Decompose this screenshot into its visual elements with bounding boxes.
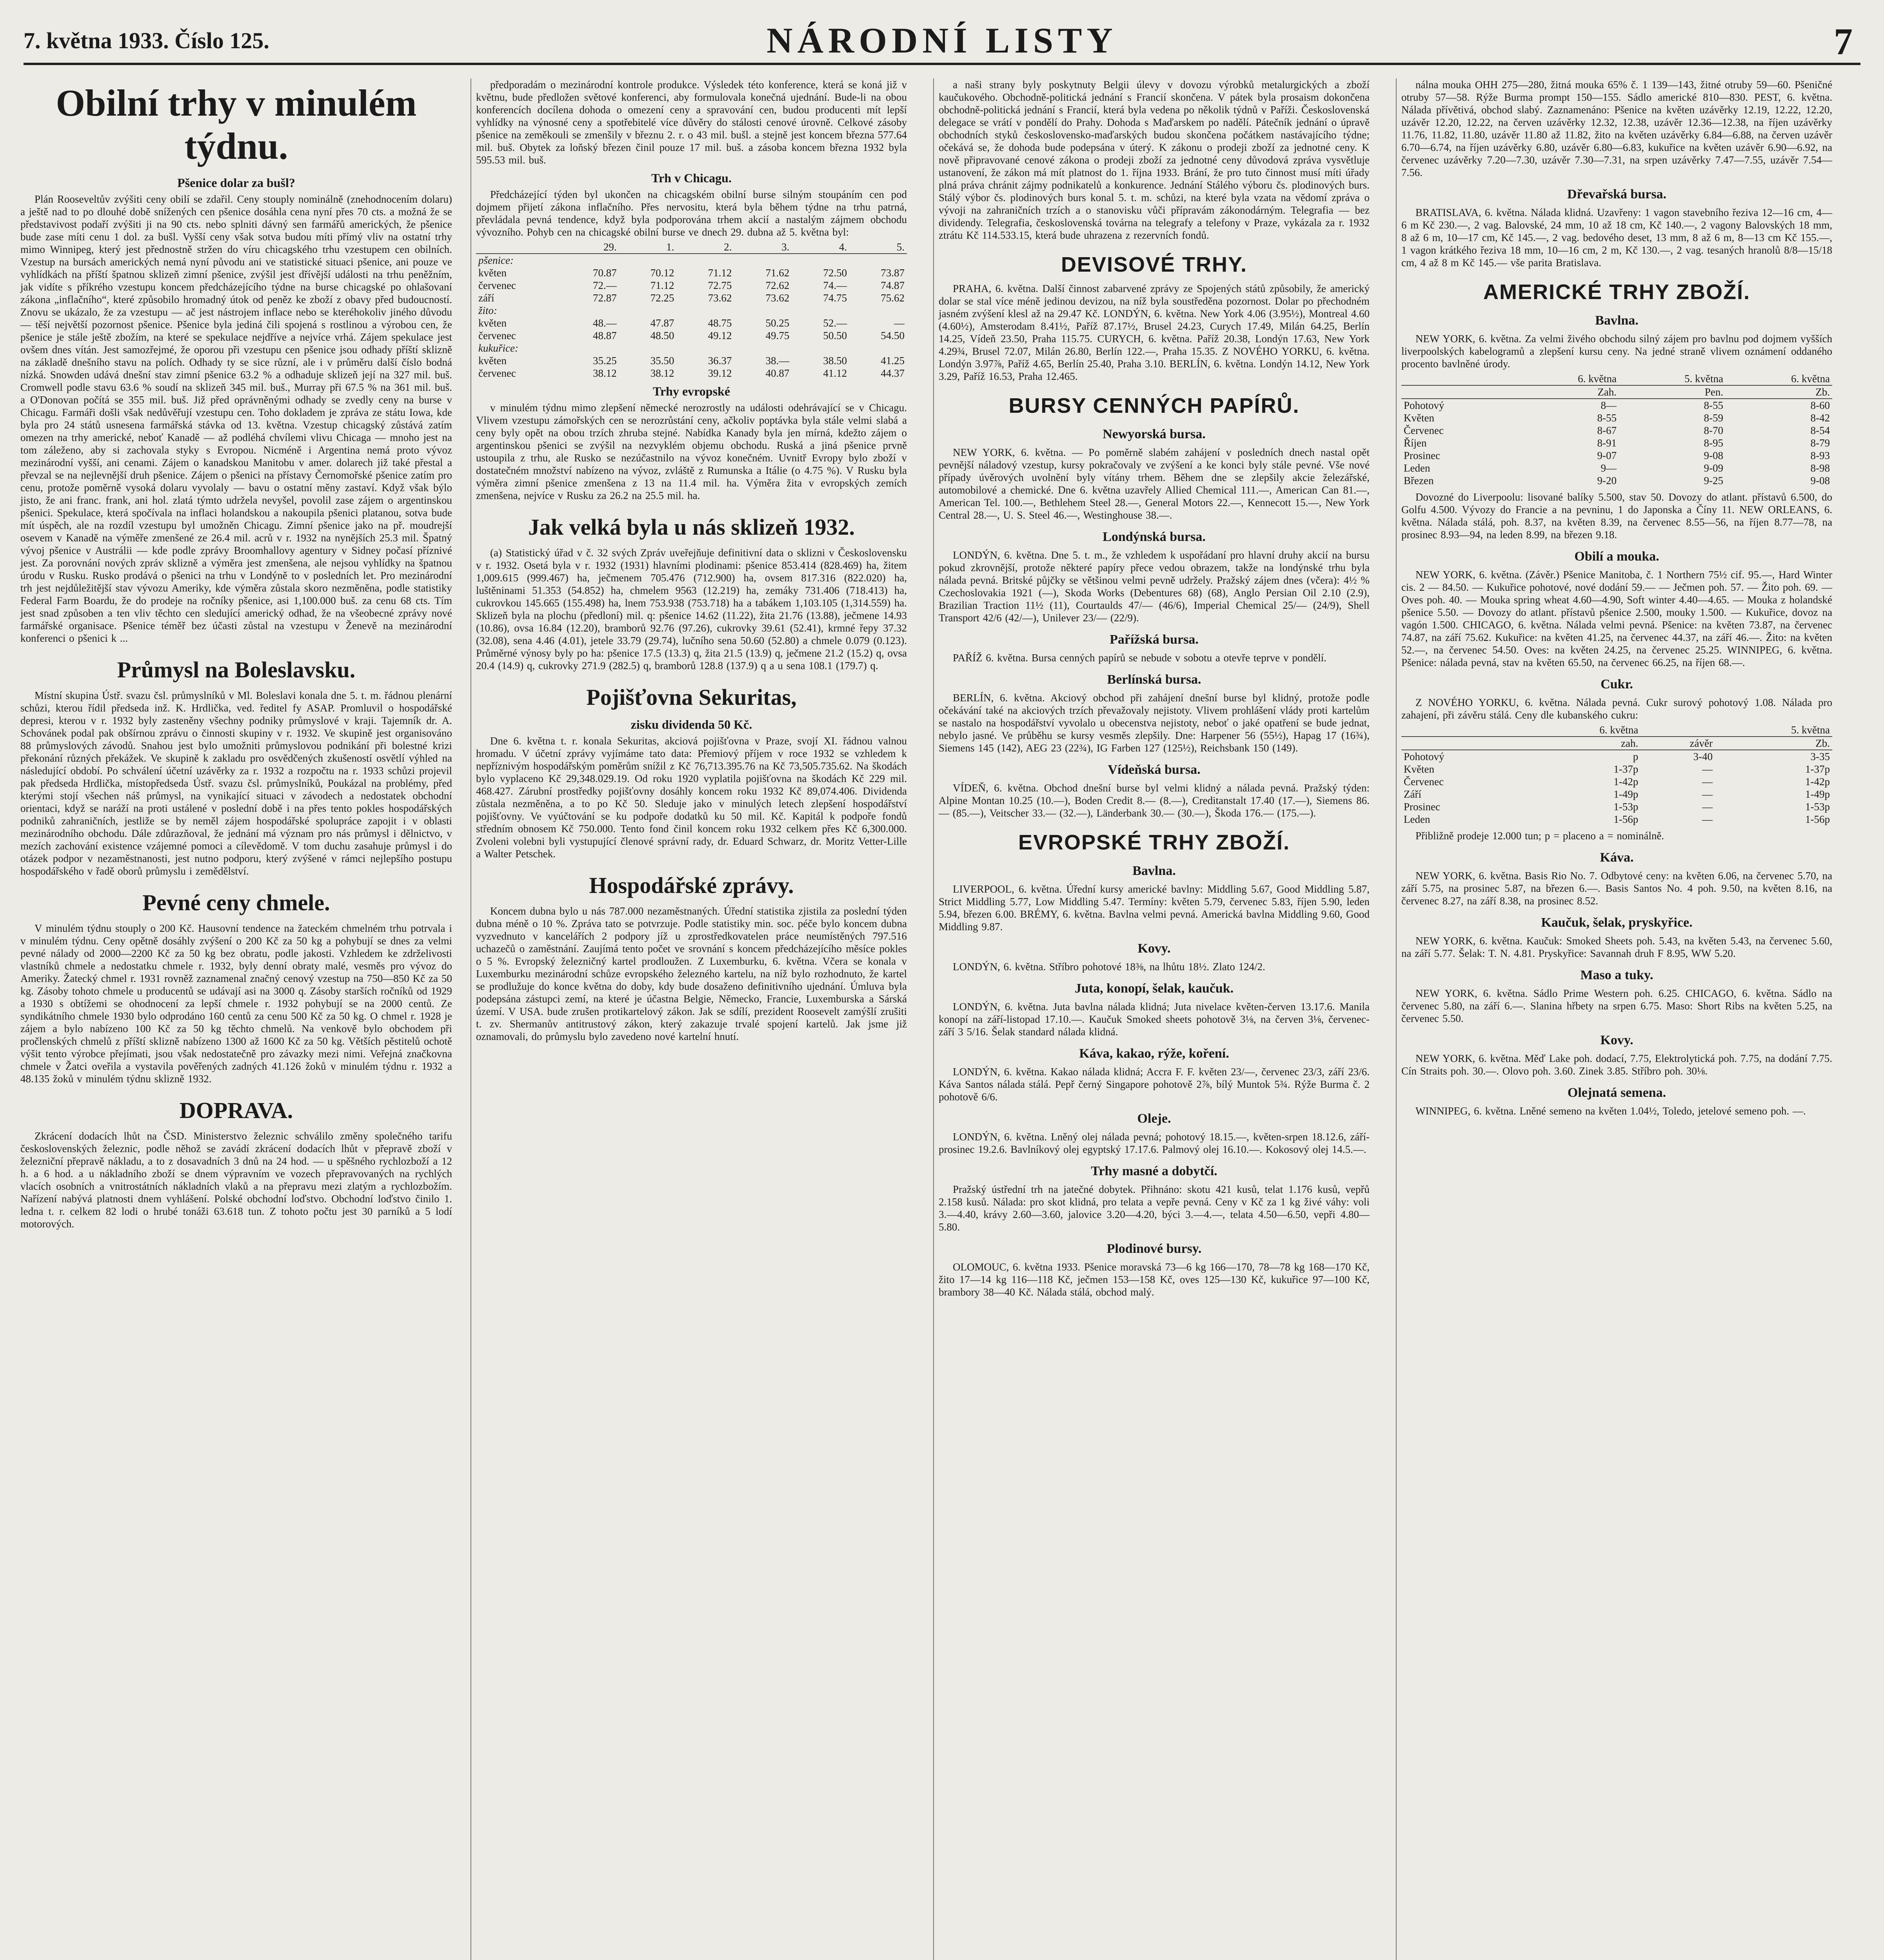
table-cell: 2. xyxy=(677,241,734,254)
table-cell: — xyxy=(894,317,905,329)
article-metals-america: NEW YORK, 6. května. Měď Lake poh. dodací, 7.75, Elektrolytická poh. 7.75, na dodání 7.75. Cín Straits poh. 30.—. Olovo poh. 3.60. Zinek 3.85. Stříbro poh. 30⅛. xyxy=(1401,1053,1832,1077)
subhead-chicago-market: Trh v Chicagu. xyxy=(651,171,732,185)
table-cell: — xyxy=(1702,776,1713,788)
table-cell: 72.50 xyxy=(823,267,847,279)
table-cell: 38.12 xyxy=(592,367,617,379)
table-cell: květen xyxy=(478,355,507,367)
article-hop-prices: V minulém týdnu stouply o 200 Kč. Hausovní tendence na žateckém chmelném trhu potrvala i v minulém týdnu. Ceny opětně dosáhly zvýšení o 200 Kč za 50 kg a pohybují se dnes za velmi pevné nálady od 2000—2200 Kč za 50 kg bez obratu, podle jakosti. Vzhledem ke zdrželivosti vlastníků chmele a nedostatku chmele r. 1932, byly denní obraty malé, vesměs pro vývoz do Ameriky. Žatecký chmel r. 1931 rovněž zaznamenal značný cenový vzestup na 750—850 Kč za 50 kg. Zásoby tohoto chmele u producentů se udávají asi na 3000 q. Zásoby starších ročníků od 1929 a 1930 s obtížemi se ohodnocení za lepší chmele r. 1932 pohybují se na 2000 centů. Ze syndikátního chmele 1930 bylo odprodáno 160 centů za cenu 500 Kč za 50 kg. O chmel r. 1928 je zájem a bylo nabízeno 100 Kč za 50 kg těchto chmelů. Na venkově bylo obchodem při pročlenských chmelů z příští sklizně nabízeno 1300 až 1600 Kč za 50 kg. Větších pěstitelů ochotě výšit tento výrobce přejímati, jsou však nedostatečně pro závazky mezi nimi. Veřejná značkovna chmele v Žatci oveřila a vystavila pověřených zadných 41.126 žoků v minulém týdnu r. 1932 a 48.135 žoků v minulém týdnu sklizně 1932. xyxy=(20,922,452,1085)
table-cell: Leden xyxy=(1404,813,1430,825)
table-cell: 9— xyxy=(1601,462,1617,474)
subhead-metals-america: Kovy. xyxy=(1600,1033,1633,1047)
headline-transport: DOPRAVA. xyxy=(179,1098,293,1123)
table-cell: p xyxy=(1633,751,1639,762)
article-produce-exchanges: OLOMOUC, 6. května 1933. Pšenice moravská 73—6 kg 166—170, 78—78 kg 168—170 Kč, žito 17—14 kg 116—118 Kč, ječmen 153—158 Kč, oves 125—130 Kč, kukuřice 97—100 Kč, brambory 38—40 Kč. Nálada stálá, obchod malý. xyxy=(939,1261,1370,1298)
table-cell: — xyxy=(1702,763,1713,775)
table-cell: 52.— xyxy=(823,317,847,329)
table-row xyxy=(1401,399,1832,412)
article-berlin-exchange: BERLÍN, 6. května. Akciový obchod při zahájení dnešní burse byl klidný, protože podle očekávání také na akciových trzích převažovaly nejistoty. Vlivem prohlášení vlády proti kartelům se nastalo na hospodářství vyvolalo u obecenstva nejistoty, neboť o jaké opatření se bude jednat, nebylo jasné. Ve průběhu se kursy vesměs zlepšily. Dne: Harpener 56 (55½), Hapag 17 (16¾), Siemens 145 (142), AEG 23 (22¾), IG Farben 127 (125½), Reichsbank 150 (149). xyxy=(939,692,1370,754)
table-cell: zah. xyxy=(1523,737,1641,750)
table-cell: 9-20 xyxy=(1597,475,1617,486)
table-cell: Červenec xyxy=(1404,776,1444,788)
table-cell: Zb. xyxy=(1726,385,1832,399)
table-cell: 8-54 xyxy=(1810,425,1830,436)
table-cell: 72.— xyxy=(592,279,617,291)
headline-hop-prices: Pevné ceny chmele. xyxy=(142,890,330,915)
table-cell: 71.62 xyxy=(765,267,790,279)
table-cell: 39.12 xyxy=(708,367,732,379)
article-industry-boleslav: Místní skupina Ústř. svazu čsl. průmyslníků v Ml. Boleslavi konala dne 5. t. m. řádnou plenární schůzi, kterou řídil předseda inž. K. Hrdlička, ved. ředitel fy ASAP. Promluvil o hospodářské depresi, kterou v r. 1932 byly zasteněny všechny podniky průmyslové v kraji. Tajemník dr. A. Schovánek podal pak obšírnou zprávu o činnosti skupiny v r. 1932. Ve skupině jest organisováno 88 průmyslových závodů. Snahou jest bylo umožniti průmyslovou podnikání při bolestné krizi překonání různých překážek. Ve skupině k zakladu pro osvědčených zkušeností osvětlí výhled na následující období. Po schválení účetní uzávěrky za r. 1932 a rozpočtu na r. 1933 schůzi projevil pak předseda Hrdlička, místopředseda Ústř. svazu čsl. průmyslníků, Poukázal na problémy, před kterými stojí všechen náš průmysl, na vynikající situaci v závodech a nedostatek obchodní orientaci, když se naráží na proti ustálené v poslední době i na přes tento pokles hospodářských podniků zahraničních, jestliže se by neměl zájem hospodářské spolupráce zapojit i v oblasti mezinárodního obchodu. Dále zdůrazňoval, že jednání má význam pro nás průmysl i dělnictvo, v mezích zachování existence vzájemné pomoci a cílevědomě. V tom duchu zasahuje průmysl i do otázek podpor v nezaměstnanosti, jest nutno podporu, který zvýšené v rámci nejlepšího postupu hospodářského v řadě oborů průmyslu i zemědělství. xyxy=(20,690,452,877)
table-cell: kukuřice: xyxy=(478,342,518,354)
article-oils: LONDÝN, 6. května. Lněný olej nálada pevná; pohotový 18.15.—, květen-srpen 18.12.6, září-prosinec 19.2.6. Bavlníkový olej egyptský 17.17.6. Palmový olej 16.10.—. Kokosový olej 14.5.—. xyxy=(939,1131,1370,1155)
subhead-sekuritas: zisku dividenda 50 Kč. xyxy=(630,717,752,731)
table-row xyxy=(1401,763,1832,775)
article-cotton-america: NEW YORK, 6. května. Za velmi živého obchodu silný zájem pro bavlnu pod dojmem vyšších liverpoolských kabelogramů a zlepšení kursu ceny. Na jedné straně vlivem oznámení oddaného procento bavlněné úrody. xyxy=(1401,333,1832,370)
table-cell: 9-25 xyxy=(1704,475,1723,486)
article-chicago-market: Předcházející týden byl ukončen na chicagském obilní burse silným stoupáním cen pod dojmem přijetí zákona inflačního. Přes nervositu, která byla během týdne na trhu patrná, převládala pevná tendence, když byla podporována trhem akcií a nastalým zájmem obchodu vývozního. Pohyb cen na chicagské obilní burse ve dnech 29. dubna až 5. května byl: xyxy=(476,189,907,238)
table-header-row xyxy=(476,241,907,254)
article-sugar: Z NOVÉHO YORKU, 6. května. Nálada pevná. Cukr surový pohotový 1.08. Nálada pro zahajení, při závěru stálá. Ceny dle kubanského cukru: xyxy=(1401,697,1832,721)
table-cell: 73.62 xyxy=(708,292,732,304)
table-cell: 74.87 xyxy=(881,279,905,291)
headline-european-commodities: EVROPSKÉ TRHY ZBOŽÍ. xyxy=(1018,831,1290,854)
table-cell: 1-56p xyxy=(1613,813,1639,825)
table-cell: 73.87 xyxy=(881,267,905,279)
table-row xyxy=(1401,474,1832,487)
table-cell: 9-07 xyxy=(1597,450,1617,461)
table-cell: Březen xyxy=(1404,475,1434,486)
table-cell: 9-09 xyxy=(1704,462,1723,474)
table-header-row xyxy=(1401,737,1832,750)
table-cell xyxy=(476,241,561,254)
table-cell: 72.62 xyxy=(765,279,790,291)
subhead-vienna-exchange: Vídeňská bursa. xyxy=(1108,762,1201,777)
table-cell: 48.50 xyxy=(650,330,674,341)
subhead-london-exchange: Londýnská bursa. xyxy=(1103,530,1206,544)
table-row xyxy=(476,329,907,342)
subhead-european-markets: Trhy evropské xyxy=(652,384,730,398)
table-cell: 8-93 xyxy=(1810,450,1830,461)
article-sekuritas: Dne 6. května t. r. konala Sekuritas, akciová pojišťovna v Praze, svojí XI. řádnou valnou hromadu. V účetní zprávy vyjímáme tato data: Přemiový příjem v roce 1932 se vzhledem k nepříznivým hospodářským poměrům snížil z Kč 76,713.395.76 na Kč 73,505.735.62. Na škodách bylo vyplaceno Kč 29,348.029.19. Od roku 1920 vyplatila pojišťovna na škodách Kč 229 mil. 468.427. Zárubní prostředky pojišťovny dosáhly koncem roku 1932 Kč 89,074.406. Dividenda zůstala nezměněna, a to po Kč 50. Sleduje jako v minulých letech zlepšení hospodářství pojišťovny. Ve vyúčtování se ku podpoře dodatků ku 50 mil. Kč. Kapitál k podpoře fondů středním obnosem Kč 750.000. Tento fond činil koncem roku 1932 celkem přes Kč 6,300.000. Zvoleni volebni byli vystupující členové správní rady, dr. Eduard Schwarz, dr. Moritz Vetter-Lille a Walter Petschek. xyxy=(476,735,907,860)
headline-american-commodities: AMERICKÉ TRHY ZBOŽÍ. xyxy=(1483,280,1750,304)
table-cell: 5. xyxy=(849,241,907,254)
table-cell: 9-08 xyxy=(1810,475,1830,486)
table-cell: 73.62 xyxy=(765,292,790,304)
masthead xyxy=(24,16,1860,65)
table-cell: 1-37p xyxy=(1613,763,1639,775)
table-row xyxy=(1401,788,1832,800)
article-harvest-1932: (a) Statistický úřad v č. 32 svých Zpráv uveřejňuje definitivní data o sklizni v Československu v r. 1932. Osetá byla v r. 1932 (1931) hlavními plodinami: pšenice 853.414 (828.469) ha, žitem 1,009.615 (999.467) ha, ječmenem 705.476 (712.900) ha, ovsem 817.316 (822.020) ha, luštěninami 51.353 (54.852) ha, chmelem 9563 (12.219) ha, zemáky 731.406 (718.413) ha, cukrovkou 145.665 (155.498) ha, lnem 753.938 (753.718) ha a tabákem 1,103.105 (1,314.559) ha. Sklizeň byla na plochu (předloní) mil. q: pšenice 14.62 (11.22), žita 21.76 (13.88), ječmene 14.93 (10.86), ovsa 16.84 (12.20), bramborů 92.76 (97.26), cukrovky 39.61 (52.41), krmné řepy 37.32 (32.08), sena 4.46 (4.01), jetele 33.79 (29.74), lučního sena 50.60 (52.80) a chmele 0.079 (0.123). Průměrné výnosy byly po ha: pšenice 17.5 (13.3) q, žita 21.5 (13.9) q, ječmene 21.2 (15.2) q, ovsa 20.4 (14.9) q, cukrovky 271.9 (282.5) q, bramborů 128.8 (137.9) q a u sena 108.1 (179.7) q. xyxy=(476,547,907,671)
table-cell: 5. května xyxy=(1715,724,1832,737)
subhead-grain-flour: Obilí a mouka. xyxy=(1574,549,1659,564)
table-cell: 8-67 xyxy=(1597,425,1617,436)
table-cell: 72.87 xyxy=(592,292,617,304)
table-cell: 1-49p xyxy=(1613,788,1639,800)
article-timber-exchange: BRATISLAVA, 6. května. Nálada klidná. Uzavřeny: 1 vagon stavebního řeziva 12—16 cm, 4—6 m Kč 230.—, 2 vag. Balovské, 24 mm, 10 až 18 cm, Kč 140.—, 2 vagony Balovských 18 mm, 8 až 6 m, 10—17 cm, Kč 145.—, 2 vag. bedového deset, 13 mm, 8 až 6 m, 8—13 cm Kč 155.—, 1 vagon krátkého řeziva 18 mm, 10—16 cm, 2 m, Kč 130.—, 2 vag. tesaných hranolů 8/8—15/18 cm, 4 až 8 m Kč 145.— vše parita Bratislava. xyxy=(1401,207,1832,269)
headline-foreign-exchange: DEVISOVÉ TRHY. xyxy=(1061,253,1248,276)
table-cell: 9-08 xyxy=(1704,450,1723,461)
column-4 xyxy=(1396,78,1837,1960)
table-row xyxy=(1401,424,1832,437)
table-cell: 40.87 xyxy=(765,367,790,379)
table-cell: Červenec xyxy=(1404,425,1444,436)
table-cell: závěr xyxy=(1641,737,1715,750)
table-header-row xyxy=(1401,372,1832,385)
article-economic-news: Koncem dubna bylo u nás 787.000 nezaměstnaných. Úřední statistika zjistila za poslední týden dubna méně o 10 %. Zpráva tato se potvrzuje. Podle statistiky min. soc. péče bylo koncem dubna vyzvednuto v kancelářích 2 podpory jíž u zprostředkovatelen práce neumístěných 797.516 uchazečů o zaměstnání. Zaujímá tento počet ve srovnání s koncem předcházejícího měsíce pokles o 5 %. Evropský železničný kartel prodloužen. Z Luxemburku, 6. května. Včera se konala v Luxemburku mezinárodní schůze evropského železného kartelu, na níž bylo rozhodnuto, že kartel se prodlužuje do konce května do doby, kdy bude dosaženo definitivního ujednání. Úmluva byla podepsána zástupci zemí, na které je účastna Belgie, Německo, Francie, Luxemburska a Sárská území. V USA. bude zrušen protikartelový zákon. Jak se sdílí, prezident Roosevelt zamýšlí zrušiti t. zv. Shermanův antitrustový zákon, který zakazuje trvalé spojení kartelů. Jak jsme již oznamovali, do průmyslu bylo zavedeno nové kartelní hnutí. xyxy=(476,905,907,1042)
article-cotton-europe: LIVERPOOL, 6. května. Úřední kursy americké bavlny: Middling 5.67, Good Middling 5.87, Strict Middling 5.77, Low Middling 5.47. Termíny: květen 5.79, červenec 5.83, říjen 5.90, leden 5.94, březen 6.00. BRÉMY, 6. května. Bavlna velmi pevná. Americká bavlna Middling 9.60, Good Middling 9.87. xyxy=(939,883,1370,933)
table-cell: 41.12 xyxy=(823,367,847,379)
table-cell: Zah. xyxy=(1512,385,1619,399)
table-cell: 1-53p xyxy=(1805,801,1830,813)
headline-harvest-1932: Jak velká byla u nás sklizeň 1932. xyxy=(528,514,855,540)
headline-industry-boleslav: Průmysl na Boleslavsku. xyxy=(117,657,356,682)
table-cell: 8-55 xyxy=(1597,412,1617,424)
table-cell: 5. května xyxy=(1619,372,1726,385)
table-cell xyxy=(1401,737,1523,750)
subhead-jute-rubber: Juta, konopí, šelak, kaučuk. xyxy=(1074,981,1234,996)
table-header-row xyxy=(1401,385,1832,399)
table-cell: 38.50 xyxy=(823,355,847,367)
article-coffee-america: NEW YORK, 6. května. Basis Rio No. 7. Odbytové ceny: na květen 6.06, na červenec 5.70, na září 5.75, na prosinec 5.87, na březen 6.—. Basis Santos No. 4 poh. 9.50, na květen 8.16, na červenec 8.27, na září 8.38, na prosinec 8.52. xyxy=(1401,870,1832,907)
table-cell: Květen xyxy=(1404,412,1434,424)
subhead-berlin-exchange: Berlínská bursa. xyxy=(1107,672,1201,687)
table-cell: Pohotový xyxy=(1404,399,1444,411)
table-cell: 6. května xyxy=(1523,724,1641,737)
subhead-meat-fats: Maso a tuky. xyxy=(1580,968,1653,982)
article-metals-europe: LONDÝN, 6. května. Stříbro pohotové 18⅜, na lhůtu 18½. Zlato 124/2. xyxy=(953,961,1265,973)
table-cell: 72.75 xyxy=(708,279,732,291)
subhead-paris-exchange: Pařížská bursa. xyxy=(1110,632,1199,647)
article-sugar-2: Přibližně prodeje 12.000 tun; p = placeno a = nominálně. xyxy=(1415,830,1664,842)
table-cell: 1-49p xyxy=(1805,788,1830,800)
table-cell: 35.50 xyxy=(650,355,674,367)
headline-securities-exchanges: BURSY CENNÝCH PAPÍRŮ. xyxy=(1008,394,1300,417)
table-cell: červenec xyxy=(478,279,516,291)
page-number: 7 xyxy=(1834,20,1853,62)
table-row xyxy=(476,267,907,279)
article-newyork-exchange: NEW YORK, 6. května. — Po poměrně slabém zahájení v posledních dnech nastal opět pevnější náladový vzestup, kursy pokračovaly ve zvýšení a ke konci byly stále pevné. Vše nové případy úvěrových uvolnění byly vítány trhem. Během dne se zlepšily akcie železářské, automobilové a chemické. Dne 6. května uzavřely Allied Chemical 111.—, American Can 81.—, American Tel. 100.—, Bethlehem Steel 28.—, General Motors 22.—, Kennecott 15.—, New York Central 28.—, U. S. Steel 46.—, Westinghouse 38.—. xyxy=(939,446,1370,521)
table-cell: — xyxy=(1702,801,1713,813)
table-cell: 50.50 xyxy=(823,330,847,341)
subhead-timber-exchange: Dřevařská bursa. xyxy=(1567,187,1667,201)
table-cell: 72.25 xyxy=(650,292,674,304)
subhead-oils: Oleje. xyxy=(1137,1111,1171,1126)
table-cell: 1-37p xyxy=(1805,763,1830,775)
table-cell: květen xyxy=(478,267,507,279)
subhead-oilseeds: Olejnatá semena. xyxy=(1567,1085,1666,1100)
article-grain-flour: NEW YORK, 6. května. (Závěr.) Pšenice Manitoba, č. 1 Northern 75½ cif. 95.—, Hard Winter cis. 2 — 84.50. — Kukuřice pohotové, nové dodání 59.— — Ječmen poh. 57. — Žito poh. 69. — Oves poh. 40. — Mouka spring wheat 4.60—4.90, Soft winter 4.40—4.65. — Mouka z holandské pšenice 5.50. — Dovozy do atlant. přístavů pšenice 2.500, mouky 1.500. — Kukuřice, dovoz na vagón 1.500. CHICAGO, 6. května. Nálada velmi pevná. Pšenice: na květen 73.87, na červenec 74.87, na září 75.62. Kukuřice: na květen 41.25, na červenec 44.37, na září 46.—. Žito: na květen 52.—, na červenec 54.50. Oves: na květen 24.25, na červenec 25.25. WINNIPEG, 6. května. Pšenice: nálada pevná, stav na květen 65.50, na červenec 66.25, na říjen 68.—. xyxy=(1401,569,1832,668)
article-european-markets: v minulém týdnu mimo zlepšení německé nerozrostly na události odehrávající se v Chicagu. Vlivem vzestupu zámořských cen se nerozrůstání ceny, ačkoliv poptávka byla stále velmi slabá a ceny byly opět na obou trzích zhruba stejné. Nabídka Kanady byla jen mírná, kdežto zájem o argentinskou pšenici se zvýšil na nezvyklém objemu obchodu. Ruská a jiná pšenice prvně ustoupila z trhu, ale Rusko se nezúčastnilo na vývoz konečném. Uvnitř Evropy bylo zboží v dostatečném množství nabízeno na vývoz, zvláště z Rumunska a Itálie (o 4.75 %). V Rusku byla výměra zimní pšenice zmenšena z 13 na 11.4 mil. ha. Výměra žita v evropských zemích zmenšena, nejvíce v Rusku za 26.2 na 25.5 mil. ha. xyxy=(476,402,907,501)
article-jute-rubber: LONDÝN, 6. května. Juta bavlna nálada klidná; Juta nivelace květen-červen 13.17.6. Manila konopí na září-listopad 17.10.—. Kaučuk Smoked sheets pohotově 3⅛, na červen 3⅛, červenec-září 3 5/16. Šelak standard nálada klidná. xyxy=(939,1001,1370,1038)
article-cotton-america-2: Dovozné do Liverpoolu: lisované balíky 5.500, stav 50. Dovozy do atlant. přístavů 6.500, do Golfu 4.500. Vývozy do Francie a na pevninu, 1 do Japonska a Číny 11. NEW ORLEANS, 6. května. Nálada stálá, poh. 8.37, na květen 8.39, na červenec 8.55—56, na říjen 8.77—78, na prosinec 8.93—94, na leden 8.99, na březen 9.18. xyxy=(1401,491,1832,541)
table-cell xyxy=(1641,724,1715,737)
table-cell: Pohotový xyxy=(1404,751,1444,762)
table-cell: 8-98 xyxy=(1810,462,1830,474)
table-cell: Pen. xyxy=(1619,385,1726,399)
column-1 xyxy=(16,78,457,1960)
table-row xyxy=(1401,437,1832,449)
table-cell: Květen xyxy=(1404,763,1434,775)
table-cell xyxy=(1401,385,1512,399)
column-2 xyxy=(471,78,912,1960)
article-budapest-market: nálna mouka OHH 275—280, žitná mouka 65% č. 1 139—143, žitné otruby 59—60. Pšeničné otruby 57—58. Rýže Burma prompt 150—155. Sádlo americké 810—830. PEST, 6. května. Nálada přívětivá, obchod slabý. Zaznamenáno: Pšenice na květen uzávěrky 12.19, 12.22, 12.20, uzávěr 12.20, 12.22, na červen uzávěrky 12.32, 12.38, uzávěr 12.36—12.38, na říjen uzávěrky 11.76, 11.82, 11.80, uzávěr 11.80 až 11.82, žito na květen uzávěrky 6.84—6.88, na červen uzávěr 6.70—6.74, na říjen uzávěrky 6.80, uzávěr 6.80—6.83, kukuřice na květen uzávěr 6.90—6.92, na červenec uzávěrky 7.20—7.30, uzávěr 7.30—7.31, na srpen uzávěrky 7.47—7.55, uzávěr 7.54—7.56. xyxy=(1401,79,1832,178)
table-cell: září xyxy=(478,292,494,304)
table-cell: Říjen xyxy=(1404,437,1427,449)
subhead-livestock-markets: Trhy masné a dobytčí. xyxy=(1091,1164,1217,1178)
table-cell: 8-55 xyxy=(1704,399,1723,411)
headline-sekuritas: Pojišťovna Sekuritas, xyxy=(586,684,797,710)
table-row xyxy=(476,279,907,292)
table-cell: 8-79 xyxy=(1810,437,1830,449)
table-cell: 8-70 xyxy=(1704,425,1723,436)
table-cell: 8— xyxy=(1601,399,1617,411)
table-cell: pšenice: xyxy=(478,254,514,266)
table-cell: 48.87 xyxy=(592,330,617,341)
table-row xyxy=(476,367,907,379)
headline-grain-markets: Obilní trhy v minulém týdnu. xyxy=(56,82,417,167)
table-cell: 70.12 xyxy=(650,267,674,279)
table-group-row xyxy=(476,254,907,267)
table-cell: 3-40 xyxy=(1693,751,1713,762)
table-cell: květen xyxy=(478,317,507,329)
article-foreign-exchange: PRAHA, 6. května. Další činnost zabarvené zprávy ze Spojených států způsobily, že americký dolar se stal více méně jedinou devizou, na níž byla soustředěna pozornost. Dolar po přechodném jasném zvýšení klesl až na 29.47 Kč. LONDÝN, 6. května. New York 4.06 (3.95½), Montreal 4.60 (4.60½), Amsterodam 8.41½, Paříž 87.17½, Brusel 24.23, Curych 17.49, Milán 64.25, Berlín 14.25, Vídeň 23.50, Praha 115.75. CURYCH, 6. května. Paříž 20.38, Londýn 17.63, New York 4.29¾, Brusel 72.07, Milán 26.80, Berlín 122.—, Praha 15.35. Z NOVÉHO YORKU, 6. května. Londýn 3.97⅞, Paříž 4.65, Berlín 25.40, Praha 3.10. BERLÍN, 6. května. Londýn 14.12, New York 3.29, Paříž 16.53, Praha 12.465. xyxy=(939,283,1370,382)
table-cell: 47.87 xyxy=(650,317,674,329)
table-cell: 8-91 xyxy=(1597,437,1617,449)
table-cell: 36.37 xyxy=(708,355,732,367)
table-cell: 70.87 xyxy=(592,267,617,279)
table-cell: 4. xyxy=(792,241,849,254)
cotton-price-table xyxy=(1401,372,1832,487)
table-cell xyxy=(1401,372,1512,385)
article-grain-continued: předporadám o mezinárodní kontrole produkce. Výsledek této konference, která se koná již v květnu, bude předložen světové konferenci, aby formulovala konečná ujednání. Bude-li na obou konferencích docílena dohoda o omezení ceny a spravování cen, budou producenti mít lepší vyhlídky na výnosné ceny a spotřebitelé více důvěry do stálosti cenové úrovně. Celkové zásoby pšenice na zeměkouli se zmenšily v březnu 2. r. o 43 mil. bušl. a stejně jest koncem března 577.64 mil. buš. Obytek za loňský březen činil pouze 17 mil. buš. a zásoba koncem března 1932 byla 595.53 mil. buš. xyxy=(476,79,907,166)
table-cell: 50.25 xyxy=(765,317,790,329)
table-row xyxy=(1401,800,1832,813)
table-cell: 38.— xyxy=(765,355,790,367)
table-row xyxy=(1401,775,1832,788)
table-cell: 74.— xyxy=(823,279,847,291)
table-cell: 6. května xyxy=(1726,372,1832,385)
table-cell: — xyxy=(1702,813,1713,825)
article-trade-negotiations: a naši strany byly poskytnuty Belgii úlevy v dovozu výrobků metalurgických a zboží kaučukového. Obchodně-politická jednání s Francií skončena. V pátek byla prosaism dokončena obchodně-politická jednání s Francií, která byla vedena po několik týdnů v Paříži. Československá delegace se vrátí v pondělí do Prahy. Dohoda s Maďarskem po nadělí. Pátečník jednání o úpravě obchodních styků československo-maďarských budou skončena počátkem nastávajícího týdne; očekává se, že dohoda bude podepsána v úterý. K zákonu o prodeji zboží za jednotné ceny. K nově připravované cenové zákona o prodeji zboží za jednotné ceny důvodová zpráva vysvětluje ustanovení, že zákon má mít platnost do 1. října 1933. Brání, že pro tuto činnost musí míti úřady plná práva chránit zájmy podnikatelů a konkurence. Jednání Stálého výboru čs. plodinových burs. Stálý výbor čs. plodinových burs konal 5. t. m. schůzi, na které byla vzata na vědomí zpráva o vývoji na zahraničních trzích a o stanovisku vůči přípravám zákonodárným. Telegrafia — bez dividendy. Telegrafia, československá továrna na telegrafy a telefony v Praze, vykázala za r. 1932 ztrátu Kč 114.533.15, která bude uhrazena z rezervních fondů. xyxy=(939,79,1370,241)
subhead-newyork-exchange: Newyorská bursa. xyxy=(1103,427,1206,441)
table-cell: 1-42p xyxy=(1613,776,1639,788)
issue-date: 7. května 1933. Číslo 125. xyxy=(24,28,269,53)
table-row xyxy=(476,292,907,304)
article-grain-markets: Plán Rooseveltův zvýšiti ceny obilí se zdařil. Ceny stouply nominálně (znehodnocením dolaru) a ještě nad to po dlouhé době snížených cen pšenice dosáhla cena nyní přes 70 cts. a možná že se představivost podaří zvýšiti ji na 90 cts. nebo splniti dávný sen farmářů amerických, že pšenice bude zase míti cenu 1 dol. za bušl. Vyšší ceny však sotva budou míti přímý vliv na ostatní trhy mimo Winnipeg, který jest přednostně stržen do víru chicagského trhu vzestupem cen obilních. Vzestup na bursách amerických nemá nyní původu ani ve statistické situaci pšenice, ani pouze ve vyhlídkách na příští špatnou sklizeň zimní pšenice, zvýšil jest dřívější události na trhu peněžním, jak vidíte s příkrého vzestupu koncem předcházejícího týdne na burse chicagské po ohlašovaní zákona „inflačního“, které způsobilo hromadný útok od peněz ke zboží z obavy před budoucností. Znovu se ukázalo, že za vzestupu — ač jest nástrojem inflace nebo se kteréhokoliv jiného důvodu — těší největší pozornost pšenice. Pšenice byla jediná čili spojená s rostlinou a výrobou cen, že pšenice je stále ještě zbožím, na které se spekulace nejdříve a nejvíce vrhá. Zájem spekulace jest ovšem dnes vítán. Jest samozřejmé, že oporou při vzestupu cen pšenice jsou odhady příští sklizně na základě dnešního stavu na polích. Odhady ty se sice různí, ale i v průměru další číslo bodná nízká. Snowden udává dnešní stav zimní pšenice 63.2 % a odhaduje sklizeň její na 327 mil. buš. Cromwell podle stavu 63.6 % soudí na sklizeň 345 mil. buš., Murray při 67.5 % na 361 mil. buš. a O'Donovan počítá se 355 mil. buš. Již před oprávněnými odhady se zvedly ceny na burse v Chicagu. Farmáři došli však nedůvěřují vzestupu cen. Toho dokladem je zpráva ze státu Iowa, kde byla pro 24 států usnesena farmářská stávka od 13. května. Vzestup chicagský zůstává zatím omezen na trhy americké, neboť Kanadě — až podléhá chvílemi vlivu Chicaga — mnoho jest na tom záleženo, aby si zachovala styky s Evropou. Nicméně i Argentina nemá proto vývoz mezinárodní vyšší, ani cenami. Zájem o kanadskou Manitobu v amer. dolarech již také přestal a převzal se na nejlevnější druh pšenice. Zájem o pšenici na přístavy Černomořské pšenice zatím pro cenu, protože poměrně vysoká dolaru vyvolaly — bavu o ostatní měny zastaví. Když však býlo jisto, že ani franc. frank, ani hol. zlatá týmto udržela nevyšel, povolil zase zájem o argentinskou pšenici. Spekulace, která spočívala na inflaci holandskou a nakoupila pšenici platanou, sotva bude mít úspěch, ale na rozdíl vzestupu byl umožněn Chicagu. Zimní pšenice jako na př. moudrejší osevem v Kanadě na výměře zmenšené ze 26.4 mil. acrů v r. 1932 na nynějších 25.3 mil. Špatný vývoj pšenice v Austrálii — kde podle zprávy Broomhallovy agentury v Sidney počasí příznivé jest. Za porovnání nových zpráv sklizně a výměra jest zmenšena, ale nejsou vyhlídky na špatnou úrodu v Rusku. Rusko prodává o pšenici na trhu v Londýně to v posledních let. Pro mezinárodní trh jest nejdůležitější stav vývozu Ameriky, kde výměra zůstala skoro nezměněna, podle statistiky Federal Farm Boardu, že do prodeje na ročníky pšenice, asi 1,100.000 buš. za cenu 68 cts. Tím jest snad způsoben a ten vliv těchto cen sledující americký odhad, že na všeobecné zprávy nové farmářské organisace. Pšenice téměř bez účasti zůstal na vzestupu v Ženevě na mezinárodní konferenci o pšenici k ... xyxy=(20,193,452,644)
column-3 xyxy=(933,78,1374,1960)
table-cell: 35.25 xyxy=(592,355,617,367)
table-cell: Leden xyxy=(1404,462,1430,474)
subhead-coffee-america: Káva. xyxy=(1600,850,1634,865)
table-cell: 8-59 xyxy=(1704,412,1723,424)
subhead-produce-exchanges: Plodinové bursy. xyxy=(1106,1241,1202,1256)
subhead-rubber-shellac: Kaučuk, šelak, pryskyřice. xyxy=(1541,915,1693,930)
article-oilseeds: WINNIPEG, 6. května. Lněné semeno na květen 1.04½, Toledo, jetelové semeno poh. —. xyxy=(1415,1105,1806,1117)
subhead-metals-europe: Kovy. xyxy=(1137,941,1171,956)
subhead-sugar: Cukr. xyxy=(1601,677,1633,691)
table-cell: 41.25 xyxy=(881,355,905,367)
table-cell: 49.12 xyxy=(708,330,732,341)
table-cell: červenec xyxy=(478,367,516,379)
article-vienna-exchange: VÍDEŇ, 6. května. Obchod dnešní burse byl velmi klidný a nálada pevná. Pražský týden: Alpine Montan 10.25 (10.—), Boden Credit 8.— (8.—), Creditanstalt 17.40 (17.—), Siemens 86.— (85.—), Veitscher 33.— (32.—), Länderbank 30.— (30.—), Škoda 176.— (175.—). xyxy=(939,782,1370,819)
table-row xyxy=(1401,412,1832,424)
table-cell: 3. xyxy=(734,241,792,254)
article-rubber-shellac: NEW YORK, 6. května. Kaučuk: Smoked Sheets poh. 5.43, na květen 5.43, na červenec 5.60, na září 5.77. Šelak: T. N. 4.81. Pryskyřice: Savannah druh F 8.95, WW 5.20. xyxy=(1401,935,1832,959)
table-cell: 3-35 xyxy=(1810,751,1830,762)
table-cell: Prosinec xyxy=(1404,450,1440,461)
table-group-row xyxy=(476,342,907,354)
article-paris-exchange: PAŘÍŽ 6. května. Bursa cenných papírů se nebude v sobotu a otevře teprve v pondělí. xyxy=(953,652,1327,664)
table-cell: Září xyxy=(1404,788,1421,800)
table-cell: žito: xyxy=(478,305,498,316)
headline-economic-news: Hospodářské zprávy. xyxy=(589,873,794,898)
article-coffee-cocoa: LONDÝN, 6. května. Kakao nálada klidná; Accra F. F. květen 23/—, červenec 23/3, září 23/6. Káva Santos nálada stálá. Pepř černý Singapore pohotově 2⅞, bílý Muntok 5¾. Rýže Burma č. 2 pohotově 6/6. xyxy=(939,1066,1370,1103)
table-cell: 38.12 xyxy=(650,367,674,379)
table-cell: 48.75 xyxy=(708,317,732,329)
table-cell: 1-42p xyxy=(1805,776,1830,788)
table-cell: 54.50 xyxy=(881,330,905,341)
table-cell: červenec xyxy=(478,330,516,341)
table-row xyxy=(1401,750,1832,763)
table-cell: 44.37 xyxy=(881,367,905,379)
table-cell: 1-53p xyxy=(1613,801,1639,813)
subhead-cotton-europe: Bavlna. xyxy=(1132,864,1176,878)
table-cell: 75.62 xyxy=(881,292,905,304)
table-group-row xyxy=(476,304,907,317)
table-cell: 8-95 xyxy=(1704,437,1723,449)
table-row xyxy=(1401,449,1832,462)
table-cell: 1-56p xyxy=(1805,813,1830,825)
article-livestock-markets: Pražský ústřední trh na jatečné dobytek. Přihnáno: skotu 421 kusů, telat 1.176 kusů, vepřů 2.158 kusů. Nálada: pro skot klidná, pro telata a vepře pevná. Ceny v Kč za 1 kg živé váhy: voli 3.—4.40, krávy 2.60—3.60, jalovice 3.20—4.20, býci 3.—4.—, telata 4.50—6.50, vepři 4.80—5.80. xyxy=(939,1183,1370,1233)
table-cell: Zb. xyxy=(1715,737,1832,750)
sugar-price-table xyxy=(1401,724,1832,826)
table-cell: 1. xyxy=(619,241,677,254)
table-cell: 6. května xyxy=(1512,372,1619,385)
table-row xyxy=(1401,462,1832,474)
newspaper-title: NÁRODNÍ LISTY xyxy=(767,20,1117,60)
table-row xyxy=(1401,813,1832,826)
table-cell: 8-42 xyxy=(1810,412,1830,424)
table-cell xyxy=(1401,724,1523,737)
table-cell: 8-60 xyxy=(1810,399,1830,411)
article-transport: Zkrácení dodacích lhůt na ČSD. Ministerstvo železnic schválilo změny společného tarifu československých železnic, podle něhož se zavádí zkrácení dodacích lhůt v přepravě zboží v železniční přepravě nákladu, a to z dosavadních 3 dnů na 24 hod. — u spěšného rychlozboží a 12 h. a 6 hod. a u nákladního zboží se dnem výpravním ve vozech přepravovaných na rychlých vlacích osobních a vnitrostátních nákladních vlaků a na přepravu mezi zlatým a rychlozbožím. Nařízení nabývá platnosti dnem vyhlášení. Polské obchodní loďstvo. Obchodní loďstvo činilo 1. ledna t. r. celkem 82 lodi o hrubé tonáži 63.618 tun. Z tohoto počtu jest 30 parníků a 5 lodí motorových. xyxy=(20,1130,452,1230)
table-cell: 71.12 xyxy=(708,267,732,279)
table-cell: — xyxy=(1702,788,1713,800)
chicago-price-table xyxy=(476,241,907,379)
table-cell: 74.75 xyxy=(823,292,847,304)
subhead-coffee-cocoa: Káva, kakao, rýže, koření. xyxy=(1079,1046,1229,1061)
subhead-cotton-america: Bavlna. xyxy=(1595,313,1639,328)
subhead-wheat-dollar: Pšenice dolar za bušl? xyxy=(177,176,295,190)
article-london-exchange: LONDÝN, 6. května. Dne 5. t. m., že vzhledem k uspořádaní pro hlavní druhy akcií na bursu pokud zkrovnější, protože některé papíry přece vedou obrazem, takže na londýnské trhu byla nálada pevná. Britské půjčky se většinou velmi pevně udržely. Pražský zájem dnes (včera): 4½ % Czechoslovakia 1921 (—), Skoda Works (Debentures 68) (68), Anglo Persian Oil 2.10 (2.9), Brazilian Traction 11½ (11), Courtaulds 47/— (46/6), Imperial Chemical 25/— (24/9), Shell Transport 42/6 (42/—), Unilever 23/— (22/9). xyxy=(939,549,1370,624)
table-cell: Prosinec xyxy=(1404,801,1440,813)
table-row xyxy=(476,317,907,329)
table-cell: 49.75 xyxy=(765,330,790,341)
table-header-row xyxy=(1401,724,1832,737)
table-row xyxy=(476,354,907,367)
table-cell: 29. xyxy=(561,241,619,254)
article-meat-fats: NEW YORK, 6. května. Sádlo Prime Western poh. 6.25. CHICAGO, 6. května. Sádlo na červenec 5.80, na září 6.—. Slanina hřbety na srpen 6.75. Maso: Short Ribs na květen 5.25, na červenec 5.50. xyxy=(1401,987,1832,1024)
table-cell: 48.— xyxy=(592,317,617,329)
table-cell: 71.12 xyxy=(650,279,674,291)
